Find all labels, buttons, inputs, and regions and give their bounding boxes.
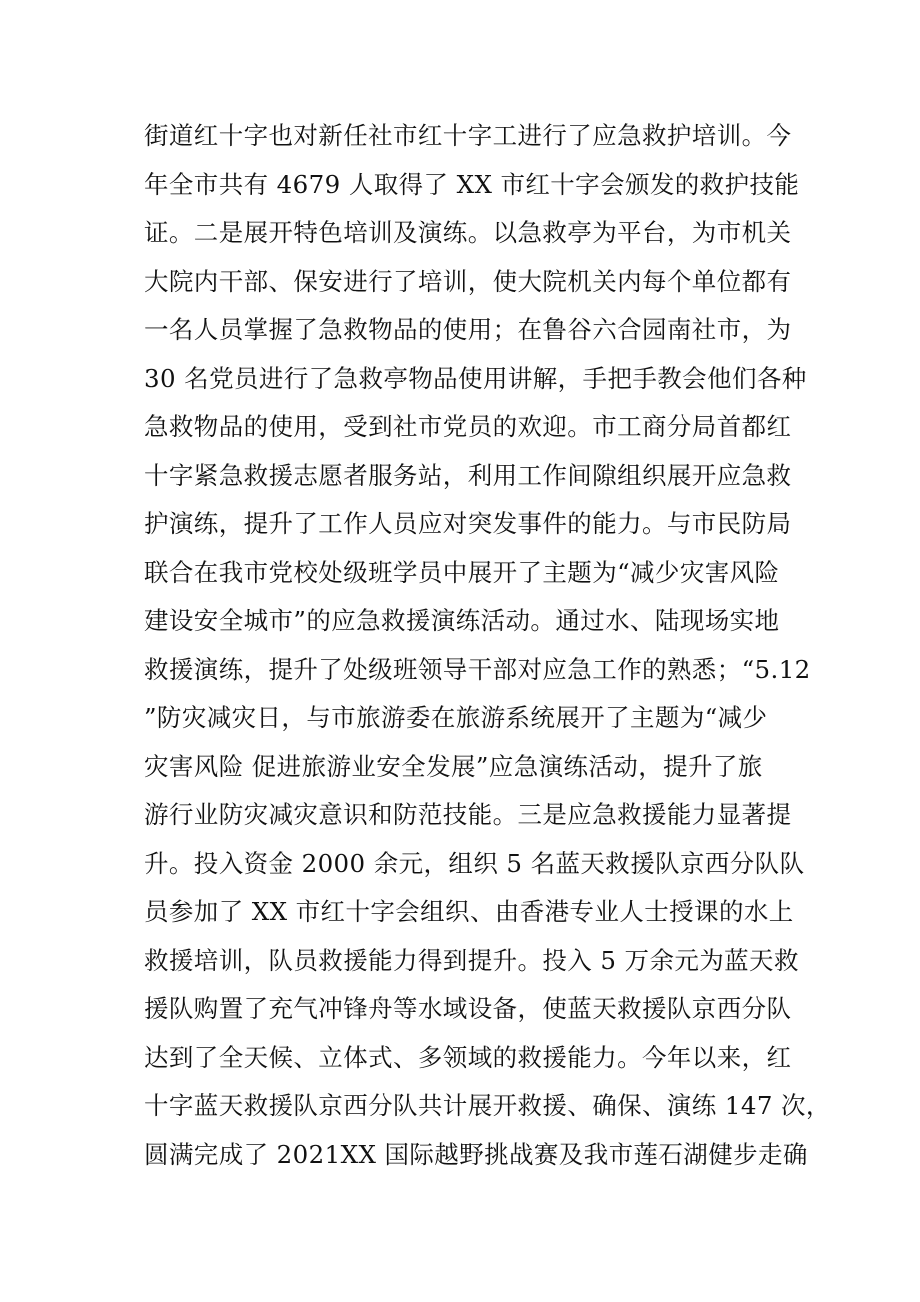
text-line: 联合在我市党校处级班学员中展开了主题为“减少灾害风险	[144, 557, 780, 587]
text-line: 30 名党员进行了急救亭物品使用讲解，手把手教会他们各种	[144, 363, 807, 393]
text-line: 圆满完成了 2021XX 国际越野挑战赛及我市莲石湖健步走确	[144, 1139, 808, 1169]
text-line: 灾害风险 促进旅游业安全发展”应急演练活动，提升了旅	[144, 751, 763, 781]
text-line: 援队购置了充气冲锋舟等水域设备，使蓝天救援队京西分队	[144, 994, 792, 1023]
text-line: 十字紧急救援志愿者服务站，利用工作间隙组织展开应急救	[144, 460, 792, 490]
text-line: 一名人员掌握了急救物品的使用；在鲁谷六合园南社市，为	[144, 315, 792, 344]
text-line: 年全市共有 4679 人取得了 XX 市红十字会颁发的救护技能	[144, 169, 800, 199]
text-line: 急救物品的使用，受到社市党员的欢迎。市工商分局首都红	[144, 412, 792, 441]
text-line: 证。二是展开特色培训及演练。以急救亭为平台，为市机关	[144, 218, 792, 247]
text-line: 大院内干部、保安进行了培训，使大院机关内每个单位都有	[144, 266, 792, 296]
text-line: 救援演练，提升了处级班领导干部对应急工作的熟悉；“5.12	[144, 654, 811, 684]
text-line: 护演练，提升了工作人员应对突发事件的能力。与市民防局	[144, 509, 792, 538]
text-line: 十字蓝天救援队京西分队共计展开救援、确保、演练 147 次，	[144, 1091, 831, 1120]
text-line: ”防灾减灾日，与市旅游委在旅游系统展开了主题为“减少	[144, 703, 768, 732]
text-line: 员参加了 XX 市红十字会组织、由香港专业人士授课的水上	[144, 897, 794, 926]
text-line: 建设安全城市”的应急救援演练活动。通过水、陆现场实地	[144, 606, 780, 635]
text-line: 达到了全天候、立体式、多领域的救援能力。今年以来，红	[144, 1042, 792, 1072]
text-line: 救援培训，队员救援能力得到提升。投入 5 万余元为蓝天救	[144, 945, 799, 975]
text-line: 街道红十字也对新任社市红十字工进行了应急救护培训。今	[144, 121, 792, 150]
text-line: 游行业防灾减灾意识和防范技能。三是应急救援能力显著提	[144, 800, 792, 829]
text-line: 升。投入资金 2000 余元，组织 5 名蓝天救援队京西分队队	[144, 848, 805, 878]
body-text	[144, 112, 831, 1179]
